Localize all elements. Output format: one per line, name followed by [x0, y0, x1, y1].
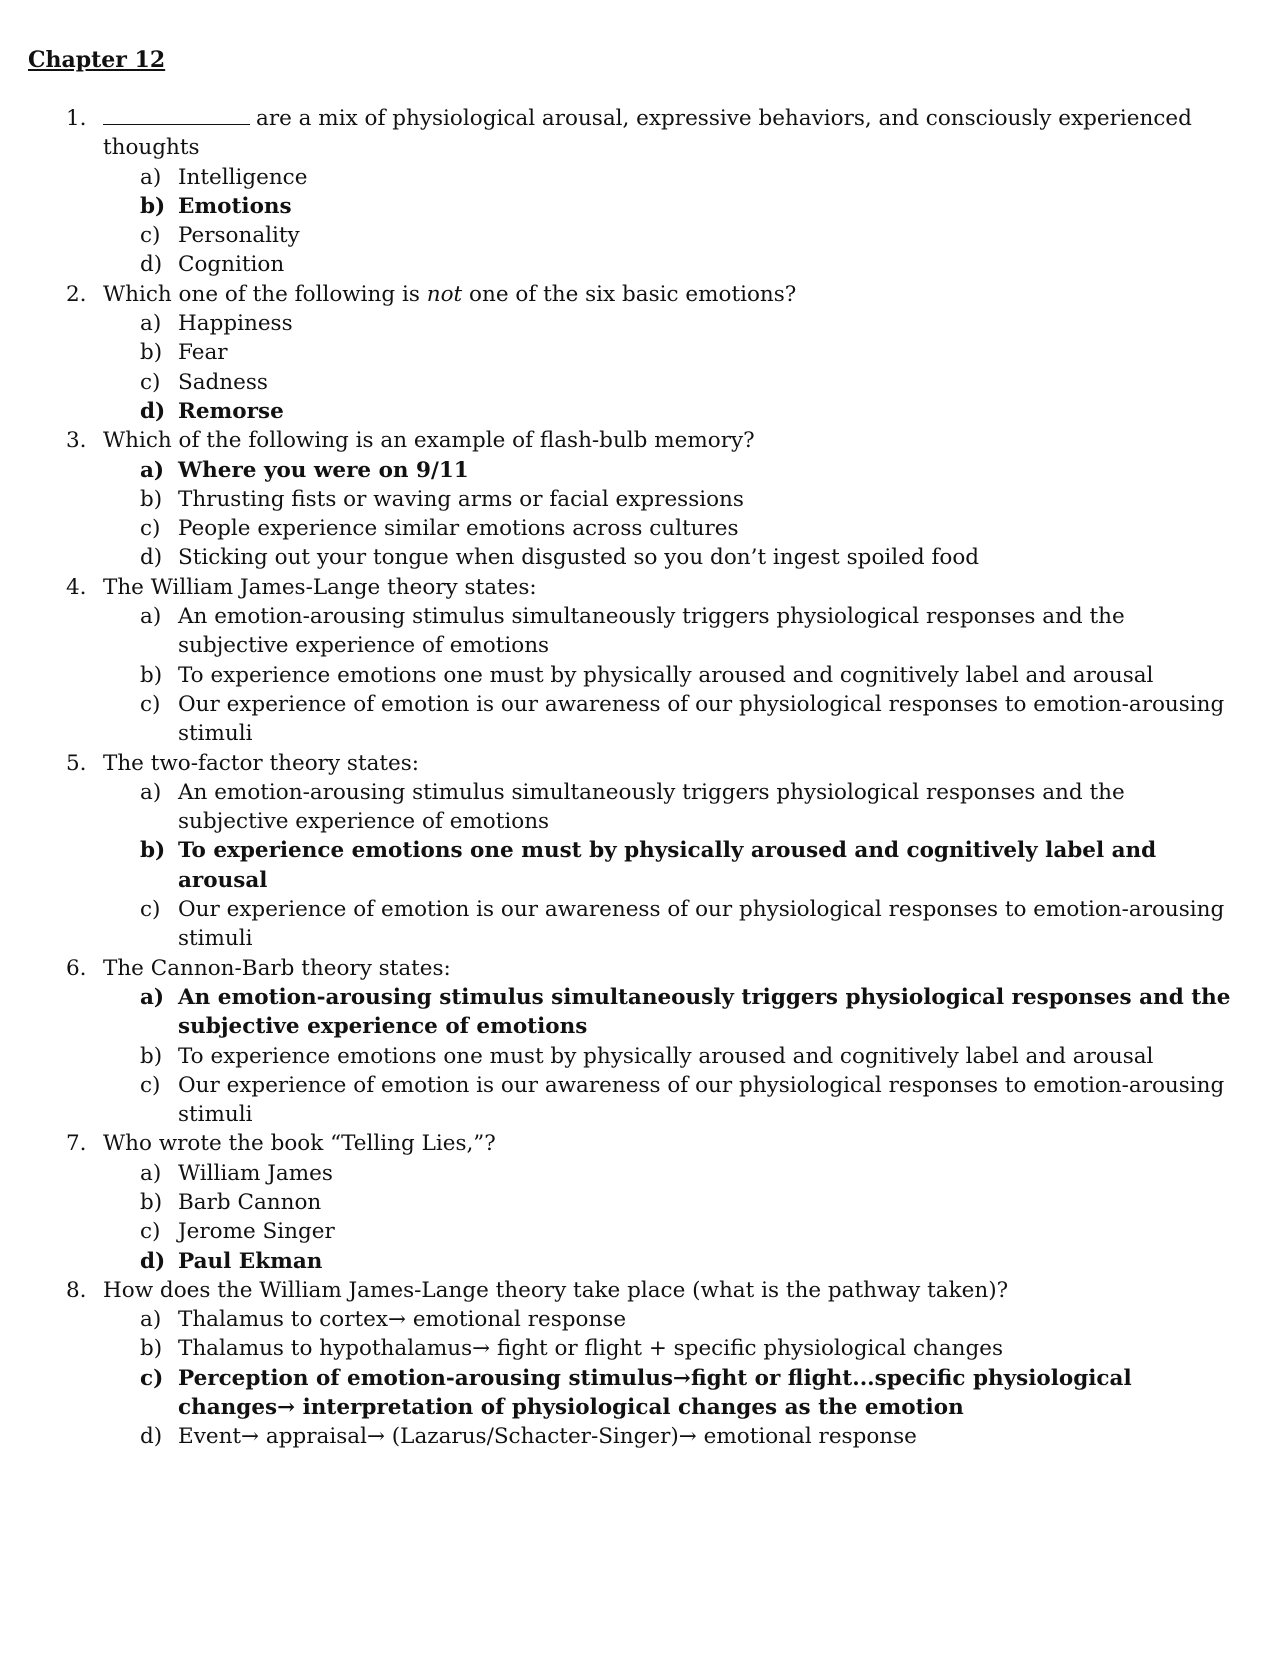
answer-option	[0, 1042, 1280, 1071]
question-stem	[0, 1276, 1280, 1305]
option-letter: c)	[140, 369, 161, 395]
question-text: Which one of the following is	[103, 281, 427, 307]
option-text: William James	[178, 1160, 333, 1186]
answer-option	[0, 543, 1280, 572]
question-number: 1.	[66, 106, 87, 131]
answer-option-correct	[0, 1364, 1280, 1423]
question-number: 6.	[66, 955, 87, 981]
answer-option-correct	[0, 456, 1280, 485]
chapter-title: Chapter 12	[28, 47, 166, 73]
option-text: Emotions	[178, 193, 292, 219]
question-text: The William James-Lange theory states:	[103, 574, 537, 600]
option-text: People experience similar emotions across cultures	[178, 516, 739, 542]
option-text: Happiness	[178, 311, 293, 337]
answer-option	[0, 1305, 1280, 1334]
option-letter: a)	[140, 1307, 162, 1333]
option-text: Jerome Singer	[178, 1219, 335, 1245]
answer-option-correct	[0, 836, 1280, 895]
option-text: To experience emotions one must by physically aroused and cognitively label and arousal	[178, 838, 1157, 893]
option-text: Thalamus to hypothalamus→ fight or flight + specific physiological changes	[178, 1336, 1004, 1362]
option-text: An emotion-arousing stimulus simultaneously triggers physiological responses and the subjective experience of emotions	[178, 604, 1125, 659]
question-number: 4.	[66, 574, 87, 600]
option-letter: a)	[140, 779, 162, 805]
option-text: Thrusting fists or waving arms or facial expressions	[178, 486, 744, 512]
question-3	[0, 426, 1280, 572]
option-letter: d)	[140, 1248, 166, 1274]
question-text-rest: one of the six basic emotions?	[462, 281, 797, 307]
question-text: The Cannon-Barb theory states:	[103, 955, 451, 981]
question-number: 8.	[66, 1277, 87, 1303]
question-7	[0, 1129, 1280, 1275]
answer-option	[0, 1217, 1280, 1246]
option-text: An emotion-arousing stimulus simultaneously triggers physiological responses and the subjective experience of emotions	[178, 984, 1231, 1040]
answer-option	[0, 602, 1280, 661]
option-text: Paul Ekman	[178, 1248, 323, 1274]
option-text: Remorse	[178, 398, 284, 424]
option-text: Barb Cannon	[178, 1189, 322, 1215]
question-stem	[0, 104, 1280, 163]
option-text: Our experience of emotion is our awareness of our physiological responses to emotion-arousing stimuli	[178, 897, 1225, 952]
option-letter: d)	[140, 252, 163, 278]
option-letter: c)	[140, 1072, 161, 1098]
question-text: The two-factor theory states:	[103, 750, 420, 776]
fill-in-blank	[103, 104, 250, 125]
answer-option	[0, 309, 1280, 338]
option-text: Perception of emotion-arousing stimulus→fight or flight...specific physiological changes→ interpretation of physiological changes as the emotion	[178, 1365, 1132, 1421]
question-8	[0, 1276, 1280, 1452]
question-stem	[0, 1129, 1280, 1158]
option-letter: b)	[140, 340, 163, 366]
option-text: To experience emotions one must by physically aroused and cognitively label and arousal	[178, 662, 1154, 688]
option-text: Event→ appraisal→ (Lazarus/Schacter-Singer)→ emotional response	[178, 1424, 917, 1450]
question-1	[0, 104, 1280, 280]
option-letter: d)	[140, 398, 166, 424]
question-text: Who wrote the book “Telling Lies,”?	[103, 1131, 496, 1157]
question-stem	[0, 954, 1280, 983]
answer-option	[0, 690, 1280, 749]
option-text: Fear	[178, 340, 228, 366]
option-letter: b)	[140, 1043, 163, 1069]
option-letter: a)	[140, 457, 165, 483]
answer-option	[0, 1188, 1280, 1217]
question-text: Which of the following is an example of flash-bulb memory?	[103, 428, 755, 454]
question-text-rest: are a mix of physiological arousal, expressive behaviors, and consciously experienced thoughts	[103, 106, 1192, 161]
question-number: 3.	[66, 428, 87, 454]
option-letter: b)	[140, 193, 166, 219]
answer-option-correct	[0, 192, 1280, 221]
option-letter: c)	[140, 1219, 161, 1245]
answer-option-correct	[0, 1247, 1280, 1276]
answer-option	[0, 895, 1280, 954]
question-stem	[0, 426, 1280, 455]
option-text: Intelligence	[178, 164, 308, 190]
answer-option	[0, 485, 1280, 514]
option-letter: a)	[140, 311, 162, 337]
option-text: Our experience of emotion is our awareness of our physiological responses to emotion-arousing stimuli	[178, 1072, 1225, 1128]
question-stem	[0, 749, 1280, 778]
option-letter: c)	[140, 897, 161, 923]
option-text: Where you were on 9/11	[178, 457, 469, 483]
option-text: Personality	[178, 223, 300, 249]
option-letter: b)	[140, 662, 163, 688]
option-letter: c)	[140, 1365, 164, 1391]
option-text: Thalamus to cortex→ emotional response	[178, 1307, 627, 1333]
question-2	[0, 280, 1280, 426]
question-number: 2.	[66, 281, 87, 307]
option-letter: c)	[140, 223, 161, 249]
question-number: 5.	[66, 750, 87, 776]
option-letter: b)	[140, 1336, 163, 1362]
question-number: 7.	[66, 1131, 87, 1157]
question-6	[0, 954, 1280, 1130]
question-5	[0, 749, 1280, 954]
answer-option	[0, 221, 1280, 250]
option-letter: a)	[140, 1160, 162, 1186]
answer-option-correct	[0, 983, 1280, 1042]
answer-option	[0, 1422, 1280, 1451]
answer-option	[0, 1334, 1280, 1363]
option-text: Sticking out your tongue when disgusted so you don’t ingest spoiled food	[178, 545, 980, 571]
answer-option	[0, 163, 1280, 192]
answer-option	[0, 1159, 1280, 1188]
question-4	[0, 573, 1280, 749]
option-text: Cognition	[178, 252, 285, 278]
answer-option	[0, 661, 1280, 690]
question-text: How does the William James-Lange theory take place (what is the pathway taken)?	[103, 1277, 1009, 1303]
answer-option	[0, 514, 1280, 543]
question-list	[0, 104, 1280, 1452]
question-emphasis: not	[426, 281, 463, 307]
option-letter: d)	[140, 545, 163, 571]
option-text: Sadness	[178, 369, 268, 395]
answer-option	[0, 778, 1280, 837]
question-stem	[0, 280, 1280, 309]
option-letter: d)	[140, 1424, 163, 1450]
answer-option	[0, 338, 1280, 367]
answer-option	[0, 1071, 1280, 1130]
answer-option-correct	[0, 397, 1280, 426]
question-stem	[0, 573, 1280, 602]
option-letter: a)	[140, 984, 165, 1010]
option-letter: b)	[140, 838, 166, 864]
option-letter: a)	[140, 164, 162, 190]
option-letter: a)	[140, 604, 162, 630]
answer-option	[0, 250, 1280, 279]
option-letter: c)	[140, 691, 161, 717]
option-text: To experience emotions one must by physically aroused and cognitively label and arousal	[178, 1043, 1154, 1069]
option-text: Our experience of emotion is our awareness of our physiological responses to emotion-arousing stimuli	[178, 691, 1225, 747]
option-text: An emotion-arousing stimulus simultaneously triggers physiological responses and the subjective experience of emotions	[178, 779, 1125, 835]
answer-option	[0, 368, 1280, 397]
option-letter: b)	[140, 486, 163, 512]
option-letter: c)	[140, 516, 161, 542]
option-letter: b)	[140, 1189, 163, 1215]
